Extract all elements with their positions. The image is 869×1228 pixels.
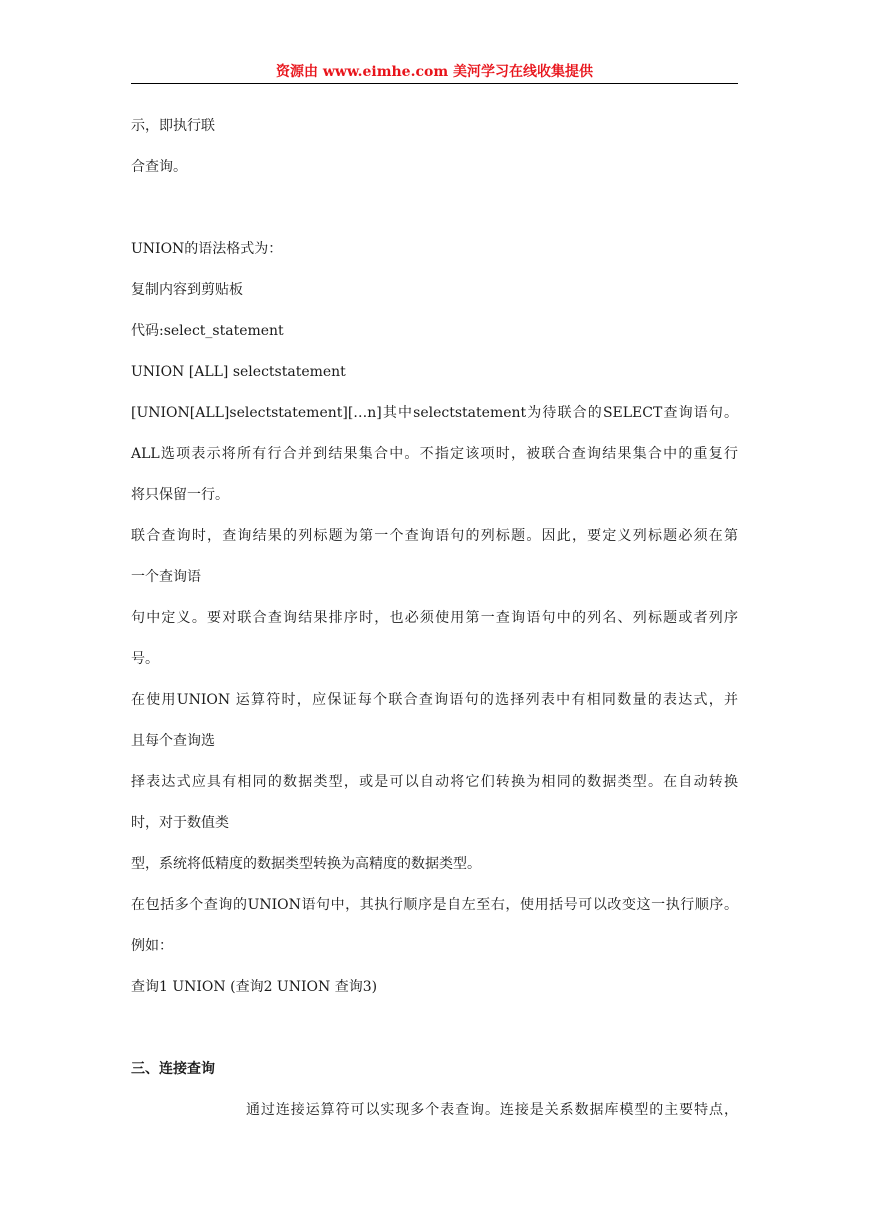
paragraph-line: 号。 [131,651,159,667]
paragraph-line: 通过连接运算符可以实现多个表查询。连接是关系数据库模型的主要特点， [246,1102,738,1118]
paragraph-line: 例如： [131,938,173,954]
code-line: UNION [ALL] selectstatement [131,364,346,380]
paragraph-line: [UNION[ALL]selectstatement][…n]其中selectstatement为待联合的SELECT查询语句。 [131,405,738,421]
header-divider [131,83,738,84]
paragraph-line: 在使用UNION 运算符时，应保证每个联合查询语句的选择列表中有相同数量的表达式，并 [131,692,738,708]
example-line: 查询1 UNION (查询2 UNION 查询3) [131,979,378,995]
paragraph-line: 在包括多个查询的UNION语句中，其执行顺序是自左至右，使用括号可以改变这一执行顺序。 [131,897,738,913]
paragraph-line: 联合查询时，查询结果的列标题为第一个查询语句的列标题。因此，要定义列标题必须在第 [131,528,738,544]
copy-to-clipboard-link[interactable]: 复制内容到剪贴板 [131,282,243,298]
code-line: 代码:select_statement [131,323,284,339]
paragraph-line: 择表达式应具有相同的数据类型，或是可以自动将它们转换为相同的数据类型。在自动转换 [131,774,738,790]
paragraph-line: 且每个查询选 [131,733,215,749]
paragraph-line: 示，即执行联 [131,118,215,134]
paragraph-line: ALL选项表示将所有行合并到结果集合中。不指定该项时，被联合查询结果集合中的重复行 [131,446,738,462]
paragraph-line: 时，对于数值类 [131,815,229,831]
paragraph-line: 型，系统将低精度的数据类型转换为高精度的数据类型。 [131,856,481,872]
paragraph-line: 合查询。 [131,159,187,175]
paragraph-line: 句中定义。要对联合查询结果排序时，也必须使用第一查询语句中的列名、列标题或者列序 [131,610,738,626]
section-heading: 三、连接查询 [131,1061,215,1077]
page-header: 资源由 www.eimhe.com 美河学习在线收集提供 [275,64,594,80]
paragraph-line: 一个查询语 [131,569,201,585]
paragraph-line: 将只保留一行。 [131,487,229,503]
union-syntax-intro: UNION的语法格式为： [131,241,283,257]
